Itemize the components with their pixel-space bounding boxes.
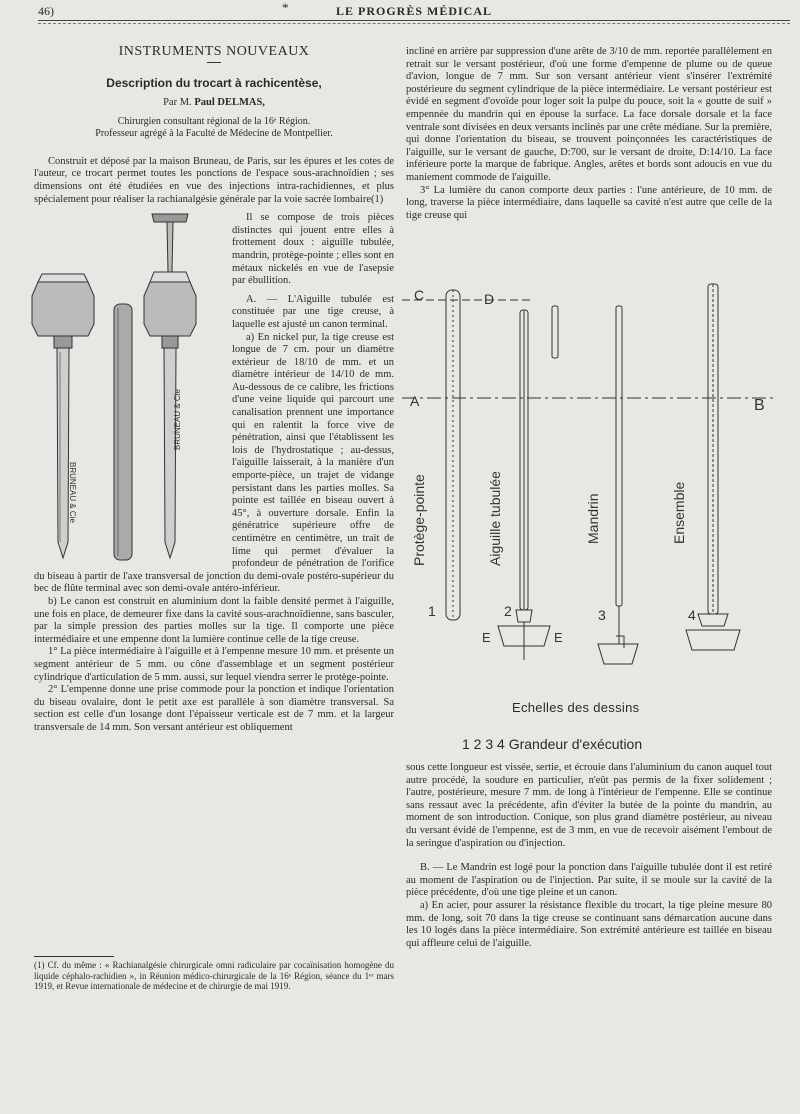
ensemble-engraving <box>144 214 196 558</box>
paragraph: Construit et déposé par la maison Bruneau, de Paris, sur les épures et les cotes de l'auteur, ce trocart permet toutes les ponctions de l'espace sous-arachnoïdien ; ses dimensions ont été étudiées en vue des injections intra-rachidiennes, et plus spécialement pour réaliser la rachianalgésie générale par la voie sacrée lombaire(1) <box>34 155 394 205</box>
maker-mark-1: BRUNEAU & Cie <box>68 462 77 524</box>
running-header <box>38 0 790 18</box>
footnote: (1) Cf. du même : « Rachianalgésie chirurgicale omni radiculaire par cocaïnisation homogène du liquide céphalo-rachidien », in Réunion médico-chirurgicale de la 16ᵉ Région, séance du 1ᵉʳ mars 1919, et Revue internationale de médecine et de chirurgie de mai 1919. <box>34 960 394 992</box>
right-column <box>406 46 772 222</box>
fig-number-1: 1 <box>428 603 436 619</box>
right-column-lower <box>406 762 772 950</box>
left-column <box>34 46 394 735</box>
aiguille-engraving <box>32 274 94 558</box>
maker-mark-2: BRUNEAU & Cie <box>173 389 182 451</box>
ref-letter-e-left: E <box>482 630 491 645</box>
paragraph: a) En acier, pour assurer la résistance flexible du trocart, la tige pleine mesure 80 mm. de long, soit 70 dans la tige creuse se continuant sans démarcation aucune dans les 10 logés dans la pièce intermédiaire. Son extrémité antérieure est taillée en biseau qui affleure celui de l'aiguille. <box>406 899 772 949</box>
header-rule-dashed <box>38 23 790 24</box>
section-heading: INSTRUMENTS NOUVEAUX <box>118 44 310 59</box>
label-mandrin: Mandrin <box>585 493 601 544</box>
heading-divider <box>207 62 221 63</box>
protege-pointe-engraving <box>114 304 132 560</box>
size-caption: 1 2 3 4 Grandeur d'exécution <box>462 736 643 752</box>
byline-prefix: Par M. <box>163 97 192 109</box>
fig-number-3: 3 <box>598 607 606 623</box>
ref-letter-e-right: E <box>554 630 563 645</box>
article-title: Description du trocart à rachicentèse, <box>106 75 322 90</box>
header-star: * <box>282 0 289 15</box>
ref-letter-c: C <box>414 287 425 303</box>
affiliation-2: Professeur agrégé à la Faculté de Médecine de Montpellier. <box>95 127 333 139</box>
paragraph: 1° La pièce intermédiaire à l'aiguille et à l'empenne mesure 10 mm. et présente un segment antérieur de 5 mm. ou cône d'assemblage et un segment postérieur cylindrique d'articulation de 5 mm. aussi, sur lequel viendra serrer le protège-pointe. <box>34 646 394 683</box>
footnote-rule <box>34 956 114 957</box>
affiliation-1: Chirurgien consultant régional de la 16ᵉ Région. <box>117 115 311 127</box>
author-name: Paul DELMAS, <box>194 97 265 109</box>
paragraph: incliné en arrière par suppression d'une arête de 3/10 de mm. reportée parallèlement en retrait sur le versant postérieur, d'où une forme d'empenne de plume ou de queue d'avion, longue de 7 mm. Sur son versant antérieur vient s'insérer l'extrémité postérieure du segment cylindrique de la pièce intermédiaire. Le versant postérieur est évidé en segment d'ovoïde pour loger soit la pulpe du pouce, soit la « goutte de suif » empennée du mandrin qui en épouse la surface. La face dorsale dorsale et la face ventrale sont divisées en deux versants inclinés par une crête médiane. Sur la première, qui donne l'orientation du biseau, se trouvent poinçonnées les caractéristiques de l'aiguille, sur le versant de gauche, D:700, sur le versant de droite, D:14/10. La face inférieure porte la marque de fabrique. Angles, arêtes et bords sont adoucis en vue du maniement commode de l'aiguille. <box>406 46 772 183</box>
paragraph: 3° La lumière du canon comporte deux parties : l'une antérieure, de 10 mm. de long, traverse la pièce intermédiaire, dans laquelle sa cavité n'est autre que celle de la tige creuse qui <box>406 184 772 221</box>
ref-letter-d: D <box>484 291 495 307</box>
paragraph: B. — Le Mandrin est logé pour la ponction dans l'aiguille tubulée dont il est retiré au moment de l'aspiration ou de l'injection. Par suite, il se moule sur la cavité de la pièce précédente, d'où une tige pleine et un canon. <box>406 862 772 899</box>
ref-letter-a: A <box>410 393 420 409</box>
header-rule <box>38 20 790 21</box>
ref-letter-b: B <box>754 397 765 414</box>
paragraph: A. — L'Aiguille tubulée est constituée par une tige creuse, à laquelle est ajusté un canon terminal. <box>232 293 394 330</box>
fig-number-2: 2 <box>504 603 512 619</box>
technical-drawing <box>402 276 786 756</box>
byline <box>34 97 394 110</box>
fig-number-4: 4 <box>688 607 696 623</box>
page-number: 46) <box>38 4 54 18</box>
label-protege-pointe: Protège-pointe <box>411 474 427 566</box>
paragraph: 2° L'empenne donne une prise commode pour la ponction et indique l'orientation du biseau ovalaire, dont le petit axe est parallèle à son diamètre transversal. Sa section est celle d'un losange dont l'épaisseur verticale est de 7 mm. et la largeur transversale de 14 mm. Son versant antérieur est obliquement <box>34 684 394 733</box>
scale-caption: Echelles des dessins <box>512 700 640 715</box>
label-ensemble: Ensemble <box>671 481 687 544</box>
paragraph: b) Le canon est construit en aluminium dont la faible densité permet à l'aiguille, une fois en place, de demeurer fixe dans la cavité sous-arachnoïdienne, sans basculer, par la simple pression des parties molles sur la tige. Il comporte une pièce intermédiaire et une empenne dont la lumière continue celle de la tige creuse. <box>34 595 394 645</box>
label-aiguille: Aiguille tubulée <box>487 471 503 566</box>
paragraph: sous cette longueur est vissée, sertie, et écrouie dans l'aluminium du canon auquel tout autre procédé, la soudure en particulier, n'eût pas permis de la fixer solidement ; l'autre, postérieure, mesure 7 mm. de long à l'intérieur de l'empenne. Elle se continue sans ressaut avec la précédente, afin d'éviter la butée de la pointe du mandrin, au moment de son introduction. Conique, son plus grand diamètre postérieur, au niveau du versant évidé de l'empenne, est de 3 mm, en vue de recevoir aisément l'embout de la seringue d'aspiration ou d'injection. <box>406 762 772 849</box>
paragraph: Il se compose de trois pièces distinctes qui jouent entre elles à frottement doux : aiguille tubulée, mandrin, protège-pointe ; elles sont en métaux nickelés en vue de l'asepsie par ébullition. <box>232 212 394 287</box>
journal-title: LE PROGRÈS MÉDICAL <box>335 4 493 18</box>
paragraph: a) En nickel pur, la tige creuse est longue de 7 cm. pour un diamètre extérieur de 18/10 de mm. et un diamètre intérieur de 14/10 de mm. Au-dessous de ce calibre, les frictions d'une veine liquide qui parcourt une canalisation prennent une importance qui en ralentit la force vive de pénétration, ainsi que l'établissent les lois de l'hydrostatique ; au-dessus, l'aiguille laisserait, à la manière d'un emporte-pièce, un trajet de vidange persistant dans les parties molles. Sa pointe est taillée en biseau ouvert à 45°, à ouverture dorsale. Enfin la génératrice supérieure offre de centimètre en centimètre, un trait de lime qui permet d'évaluer la profondeur de pénétration de l'orifice du biseau à partir de l'axe transversal de jonction du demi-ovale postéro-supérieur du bec de flûte terminal avec son demi-ovale antéro-inférieur. <box>34 331 394 595</box>
trocart-engraving <box>30 212 226 564</box>
